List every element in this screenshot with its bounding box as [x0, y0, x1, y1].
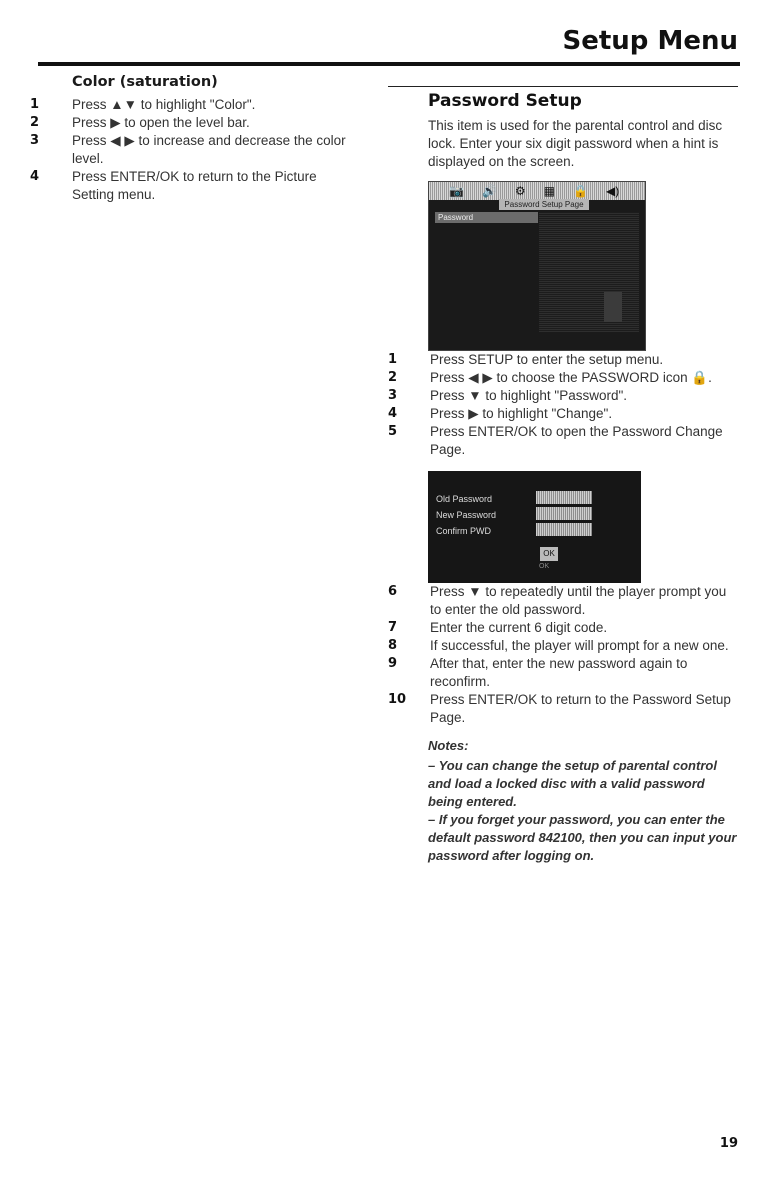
picture-icon: ▦ — [543, 184, 556, 198]
step-number: 1 — [388, 352, 398, 367]
list-item — [30, 114, 360, 132]
note-item: – You can change the setup of parental control and load a locked disc with a valid password being entered. — [428, 758, 717, 809]
step-text: Press ▶ to open the level bar. — [72, 115, 250, 130]
notes-block — [428, 737, 738, 865]
intro-paragraph: This item is used for the parental control and disc lock. Enter your six digit password when a hint is displayed on the screen. — [428, 118, 723, 169]
list-item — [388, 655, 738, 691]
step-text: Press ENTER/OK to return to the Picture Setting menu. — [72, 169, 317, 202]
options-panel — [539, 212, 639, 332]
step-text: After that, enter the new password again to reconfirm. — [430, 656, 688, 689]
list-item — [388, 405, 738, 423]
step-text: Press SETUP to enter the setup menu. — [430, 352, 664, 367]
right-column — [388, 86, 738, 865]
list-item — [388, 423, 738, 459]
list-item — [388, 619, 738, 637]
note-item: – If you forget your password, you can enter the default password 842100, then you can input your password after logging on. — [428, 812, 737, 863]
password-row: Password — [435, 212, 538, 223]
section-heading-password: Password Setup — [428, 91, 582, 111]
list-item — [388, 691, 738, 727]
list-item — [30, 168, 360, 204]
step-number: 10 — [388, 692, 407, 707]
password-steps-list-a — [388, 351, 738, 459]
list-item — [388, 387, 738, 405]
new-password-label: New Password — [436, 510, 497, 520]
step-text: Enter the current 6 digit code. — [430, 620, 608, 635]
color-steps-list — [30, 96, 360, 204]
menu-icon-bar — [429, 182, 645, 200]
password-setup-screenshot — [428, 181, 646, 351]
old-password-field — [536, 491, 592, 504]
step-text: Press ◀ ▶ to choose the PASSWORD icon 🔒. — [430, 370, 712, 385]
step-number: 2 — [30, 115, 40, 130]
left-column — [30, 74, 360, 204]
header-rule — [38, 62, 740, 66]
speaker-icon: 🔊 — [481, 184, 497, 198]
menu-tab-label: Password Setup Page — [499, 199, 589, 210]
step-text: Press ▲▼ to highlight "Color". — [72, 97, 256, 112]
camera-icon: 📷 — [449, 184, 464, 198]
step-number: 2 — [388, 370, 398, 385]
new-password-field — [536, 507, 592, 520]
step-number: 9 — [388, 656, 398, 671]
password-change-screenshot — [428, 471, 641, 583]
step-number: 3 — [388, 388, 398, 403]
old-password-label: Old Password — [436, 494, 493, 504]
step-number: 4 — [388, 406, 398, 421]
ok-button: OK — [540, 547, 558, 561]
list-item — [388, 351, 738, 369]
password-steps-list-b — [388, 583, 738, 727]
list-item — [388, 637, 738, 655]
step-number: 4 — [30, 169, 40, 184]
step-text: If successful, the player will prompt for a new one. — [430, 638, 729, 653]
step-number: 5 — [388, 424, 398, 439]
audio-icon: ◀) — [605, 184, 620, 198]
step-number: 8 — [388, 638, 398, 653]
step-text: Press ▼ to highlight "Password". — [430, 388, 628, 403]
step-text: Press ◀ ▶ to increase and decrease the color level. — [72, 133, 346, 166]
section-rule — [388, 86, 738, 87]
page-number: 19 — [719, 1136, 738, 1151]
page-title: Setup Menu — [562, 26, 738, 56]
step-text: Press ▶ to highlight "Change". — [430, 406, 613, 421]
ok-caption: OK — [539, 563, 550, 570]
notes-heading: Notes: — [428, 738, 469, 753]
list-item — [388, 369, 738, 387]
list-item — [30, 132, 360, 168]
step-number: 6 — [388, 584, 398, 599]
step-text: Press ENTER/OK to return to the Password Setup Page. — [430, 692, 731, 725]
list-item — [30, 96, 360, 114]
list-item — [388, 583, 738, 619]
section-heading-color: Color (saturation) — [72, 74, 218, 90]
confirm-password-label: Confirm PWD — [436, 526, 492, 536]
confirm-password-field — [536, 523, 592, 536]
gear-icon: ⚙ — [514, 184, 526, 198]
step-text: Press ENTER/OK to open the Password Change Page. — [430, 424, 723, 457]
step-text: Press ▼ to repeatedly until the player prompt you to enter the old password. — [430, 584, 727, 617]
step-number: 7 — [388, 620, 398, 635]
step-number: 1 — [30, 97, 40, 112]
step-number: 3 — [30, 133, 40, 148]
scrollbar — [604, 292, 622, 322]
lock-icon: 🔒 — [573, 184, 588, 198]
